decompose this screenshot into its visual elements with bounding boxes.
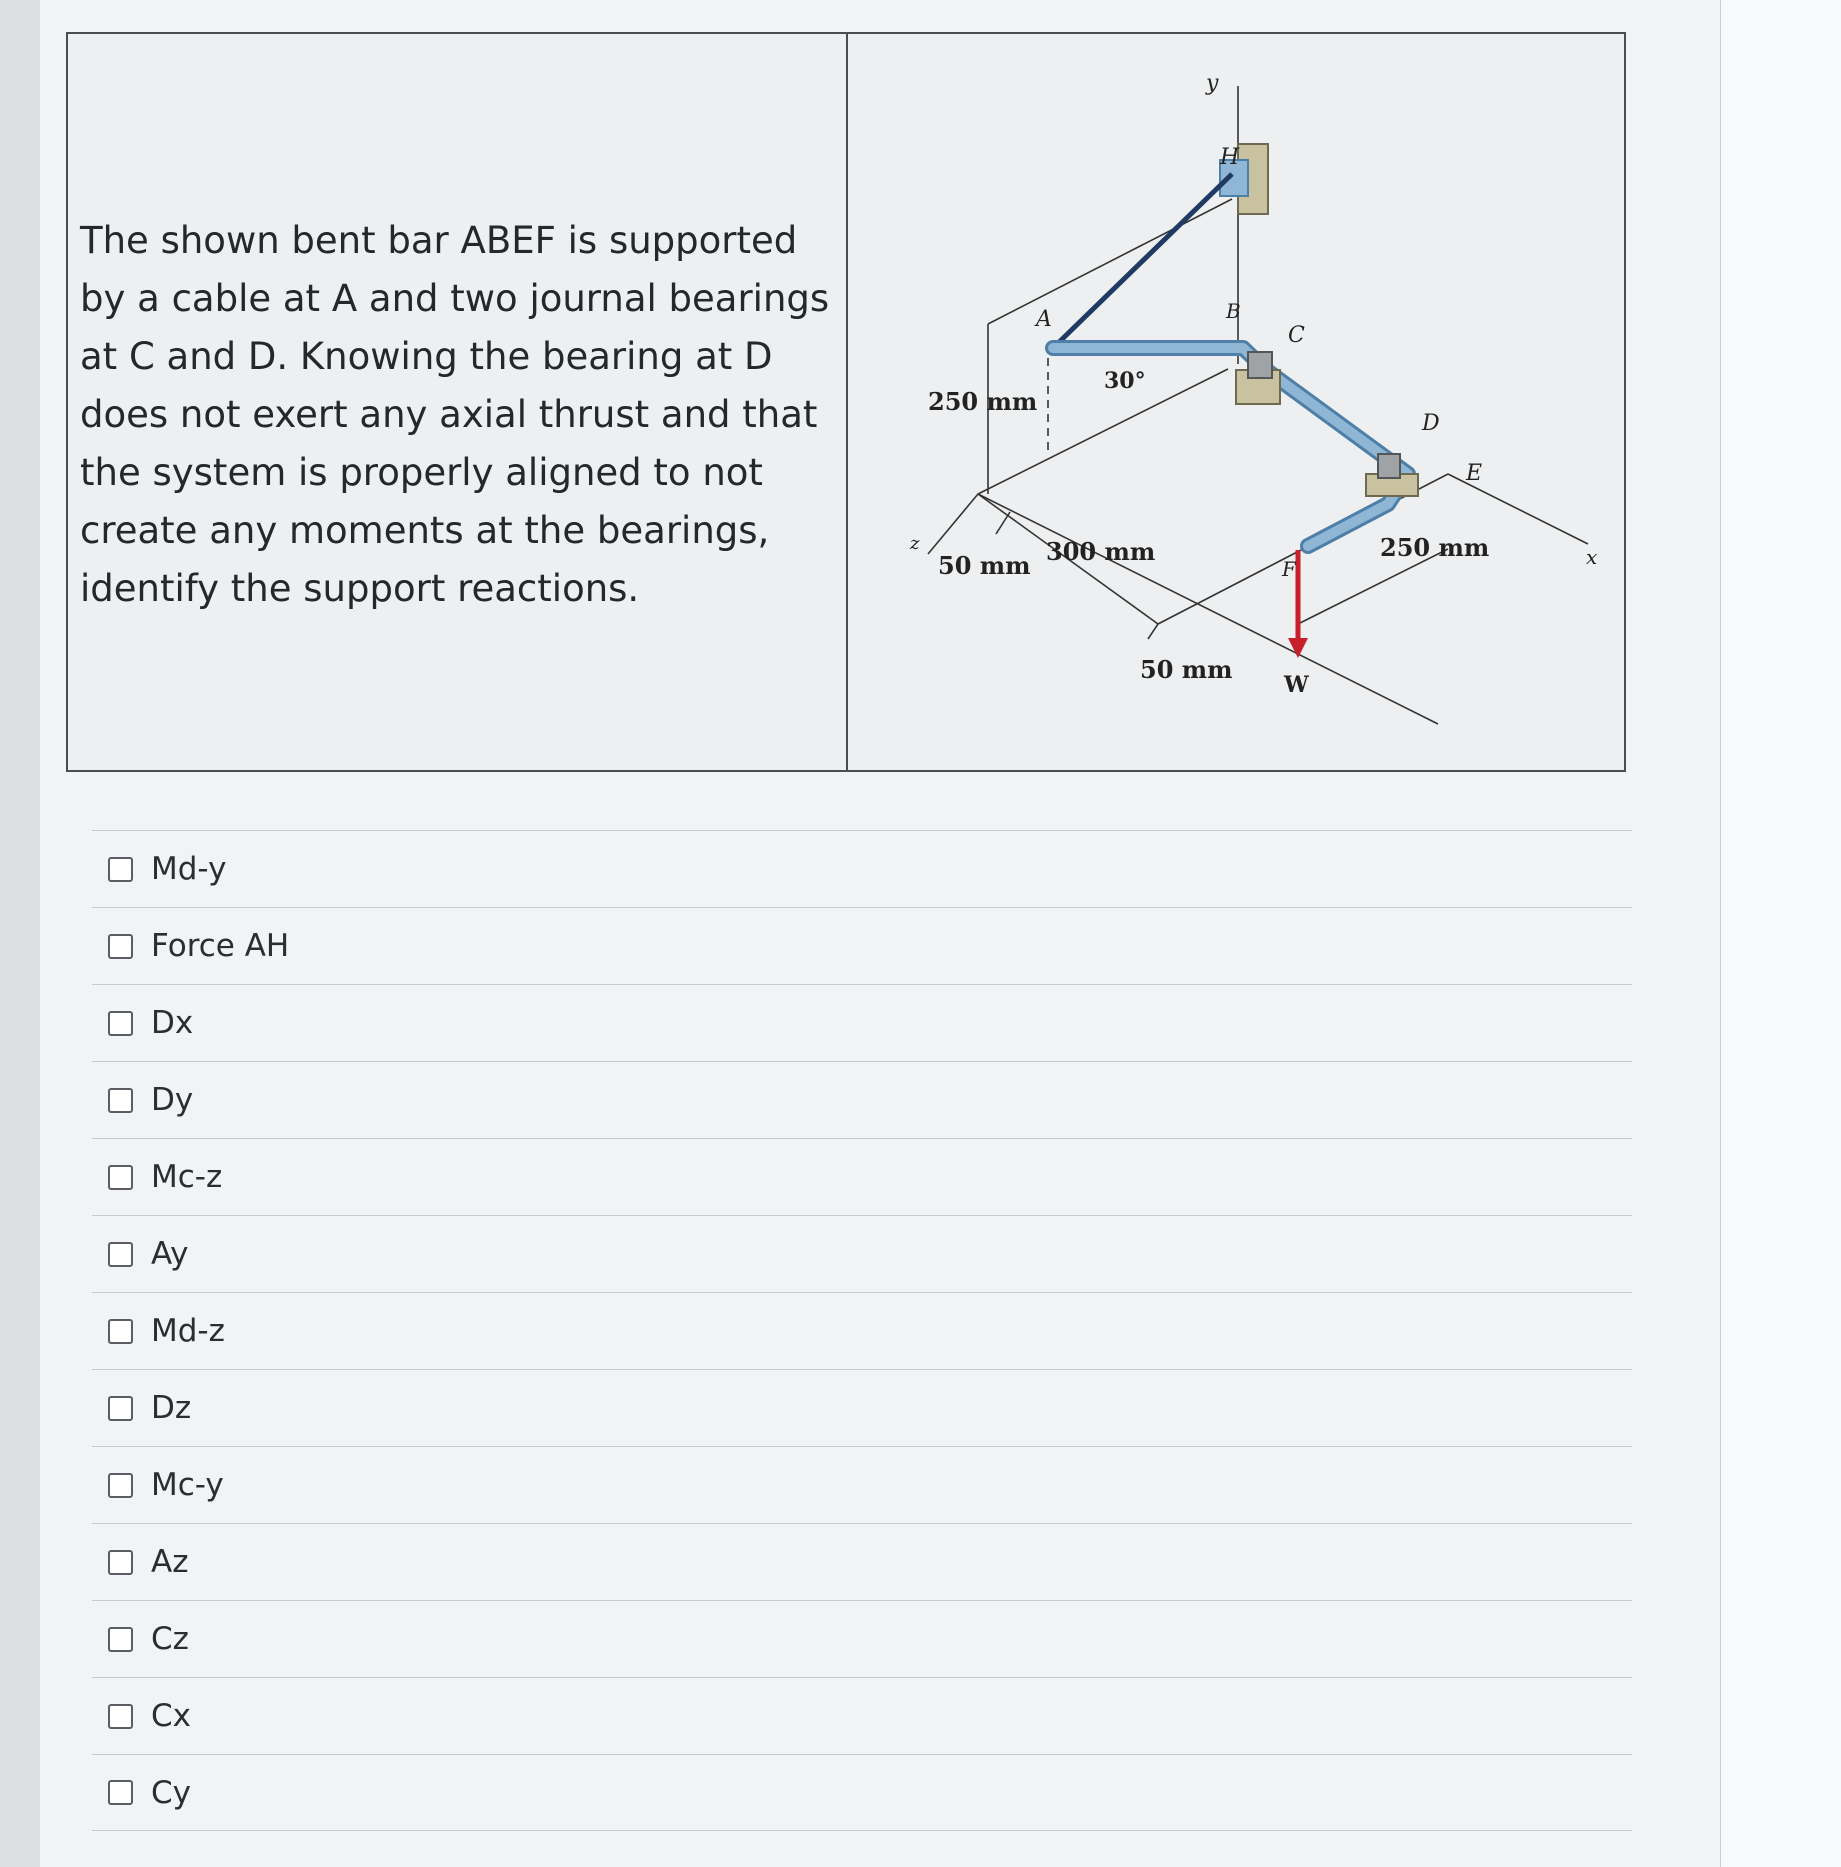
question-text: The shown bent bar ABEF is supported by a cable at A and two journal bearings at C and D. Knowing the bearing at D does not exert any axial thrust and that the system is properly aligned to not create any moments at the bearings, identify the support reactions. xyxy=(80,219,830,610)
label-point-a: A xyxy=(1036,307,1052,332)
option-label: Md-y xyxy=(151,851,227,887)
checkbox[interactable] xyxy=(108,1396,133,1421)
axis-label-y: y xyxy=(1206,71,1219,96)
checkbox[interactable] xyxy=(108,1088,133,1113)
checkbox[interactable] xyxy=(108,1627,133,1652)
cable-ah xyxy=(1053,174,1232,348)
question-cell xyxy=(68,34,848,770)
checkbox[interactable] xyxy=(108,857,133,882)
label-point-e: E xyxy=(1466,461,1483,486)
label-point-b: B xyxy=(1226,299,1241,323)
checkbox[interactable] xyxy=(108,1165,133,1190)
option-label: Dx xyxy=(151,1005,194,1041)
bearing-d xyxy=(1366,454,1418,496)
option-label: Cz xyxy=(151,1621,189,1657)
checkbox[interactable] xyxy=(108,1550,133,1575)
option-force-ah[interactable] xyxy=(92,907,1632,984)
option-label: Mc-z xyxy=(151,1159,223,1195)
option-label: Mc-y xyxy=(151,1467,224,1503)
option-dz[interactable] xyxy=(92,1369,1632,1446)
option-label: Cx xyxy=(151,1698,191,1734)
option-az[interactable] xyxy=(92,1523,1632,1600)
option-label: Dy xyxy=(151,1082,194,1118)
checkbox[interactable] xyxy=(108,1704,133,1729)
axis-label-z: z xyxy=(910,533,920,554)
label-point-f: F xyxy=(1282,557,1296,581)
right-gutter xyxy=(1720,0,1841,1867)
option-cx[interactable] xyxy=(92,1677,1632,1754)
option-label: Force AH xyxy=(151,928,290,964)
dim-250mm-vertical: 250 mm xyxy=(928,387,1038,416)
option-dx[interactable] xyxy=(92,984,1632,1061)
checkbox[interactable] xyxy=(108,1473,133,1498)
checkbox[interactable] xyxy=(108,1319,133,1344)
figure-cell xyxy=(848,34,1624,770)
question-table xyxy=(66,32,1626,772)
dim-50mm-bottom: 50 mm xyxy=(1140,655,1233,684)
checkbox[interactable] xyxy=(108,934,133,959)
dim-50mm-left: 50 mm xyxy=(938,551,1031,580)
option-label: Cy xyxy=(151,1774,191,1811)
label-point-c: C xyxy=(1288,323,1305,348)
checkbox[interactable] xyxy=(108,1242,133,1267)
option-mc-y[interactable] xyxy=(92,1446,1632,1523)
bent-bar-figure xyxy=(848,34,1626,770)
option-md-z[interactable] xyxy=(92,1292,1632,1369)
dim-300mm: 300 mm xyxy=(1046,537,1156,566)
checkbox[interactable] xyxy=(108,1780,133,1805)
label-point-h: H xyxy=(1220,145,1240,170)
option-dy[interactable] xyxy=(92,1061,1632,1138)
option-ay[interactable] xyxy=(92,1215,1632,1292)
option-cz[interactable] xyxy=(92,1600,1632,1677)
option-mc-z[interactable] xyxy=(92,1138,1632,1215)
option-label: Md-z xyxy=(151,1313,225,1349)
option-label: Az xyxy=(151,1544,189,1580)
label-point-d: D xyxy=(1422,411,1440,436)
options-list xyxy=(92,830,1632,1831)
dim-250mm-right: 250 mm xyxy=(1380,533,1490,562)
dim-30-degrees: 30° xyxy=(1104,368,1146,394)
checkbox[interactable] xyxy=(108,1011,133,1036)
option-cy[interactable] xyxy=(92,1754,1632,1831)
option-md-y[interactable] xyxy=(92,830,1632,907)
option-label: Ay xyxy=(151,1236,189,1272)
option-label: Dz xyxy=(151,1390,192,1426)
bearing-c xyxy=(1236,352,1280,404)
load-label-w: W xyxy=(1284,672,1309,698)
axis-label-x: x xyxy=(1586,545,1598,569)
